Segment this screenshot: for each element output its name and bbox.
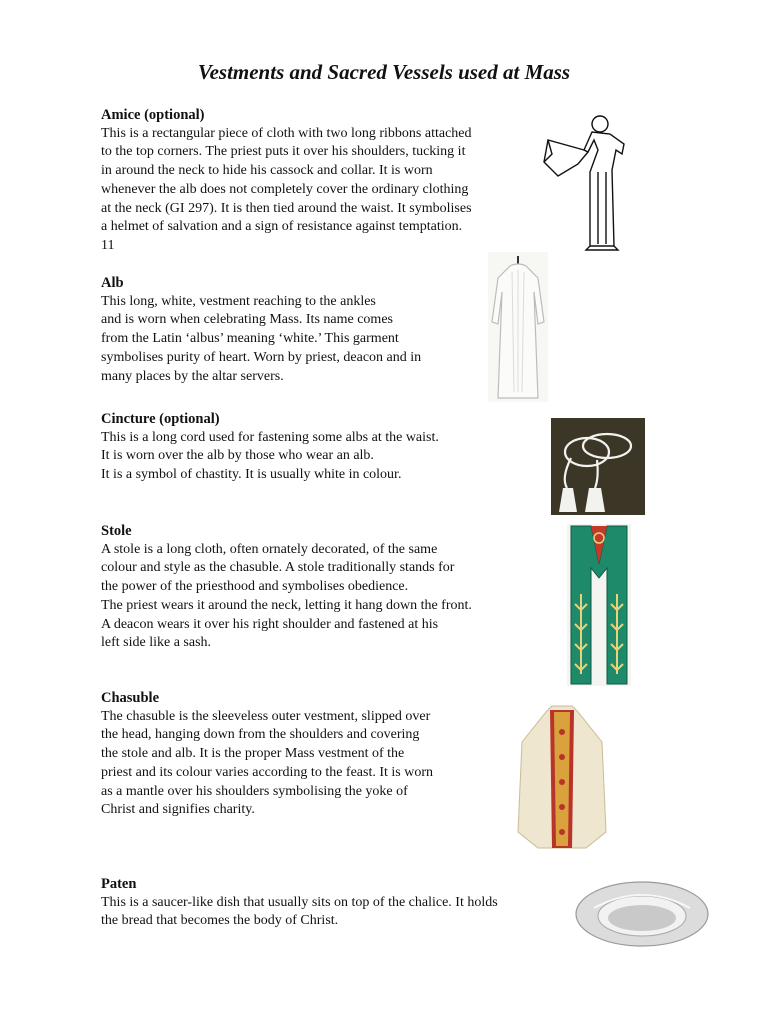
section-amice <box>101 106 472 256</box>
text-line: the bread that becomes the body of Christ. <box>101 913 339 929</box>
text-line: priest and its colour varies according to the feast. It is worn <box>101 764 434 780</box>
text-line: A stole is a long cloth, often ornately decorated, of the same <box>101 541 438 557</box>
text-line: the head, hanging down from the shoulders and covering <box>101 727 420 743</box>
section-paten <box>101 875 498 931</box>
text-line: It is worn over the alb by those who wear an alb. <box>101 448 374 464</box>
section-heading: Cincture (optional) <box>101 411 220 427</box>
section-heading: Paten <box>101 876 137 892</box>
page-title: Vestments and Sacred Vessels used at Mass <box>197 60 571 84</box>
text-line: Christ and signifies charity. <box>101 802 255 818</box>
text-line: The chasuble is the sleeveless outer vestment, slipped over <box>101 708 431 724</box>
text-line: colour and style as the chasuble. A stole traditionally stands for <box>101 560 455 576</box>
text-line: This is a rectangular piece of cloth with two long ribbons attached <box>101 125 472 141</box>
text-line: The priest wears it around the neck, letting it hang down the front. <box>101 597 472 613</box>
text-line: It is a symbol of chastity. It is usually white in colour. <box>101 467 402 483</box>
text-line: left side like a sash. <box>101 635 212 651</box>
section-heading: Chasuble <box>101 690 160 706</box>
section-alb <box>101 274 421 386</box>
paten-illustration <box>574 878 710 950</box>
text-line: This long, white, vestment reaching to the ankles <box>101 293 376 309</box>
text-line: at the neck (GI 297). It is then tied around the waist. It symbolises <box>101 200 472 216</box>
section-chasuble <box>101 689 433 820</box>
text-line: in around the neck to hide his cassock and collar. It is worn <box>101 163 433 179</box>
cincture-illustration <box>551 418 645 515</box>
text-line: whenever the alb does not completely cover the ordinary clothing <box>101 181 469 197</box>
text-line: symbolises purity of heart. Worn by priest, deacon and in <box>101 349 422 365</box>
section-heading: Alb <box>101 275 124 291</box>
text-line: This is a long cord used for fastening some albs at the waist. <box>101 429 439 445</box>
stole-illustration <box>567 524 631 686</box>
text-line: the stole and alb. It is the proper Mass vestment of the <box>101 746 405 762</box>
text-line: This is a saucer-like dish that usually sits on top of the chalice. It holds <box>101 894 498 910</box>
text-line: from the Latin ‘albus’ meaning ‘white.’ This garment <box>101 331 399 347</box>
text-line: as a mantle over his shoulders symbolising the yoke of <box>101 783 408 799</box>
text-line: a helmet of salvation and a sign of resistance against temptation. <box>101 219 463 235</box>
alb-illustration <box>488 252 548 402</box>
text-line: to the top corners. The priest puts it over his shoulders, tucking it <box>101 144 466 160</box>
text-line: and is worn when celebrating Mass. Its name comes <box>101 312 393 328</box>
text-line: many places by the altar servers. <box>101 368 284 384</box>
section-cincture <box>101 410 439 485</box>
amice-illustration <box>538 110 638 252</box>
section-heading: Amice (optional) <box>101 107 205 123</box>
chasuble-illustration <box>516 702 608 852</box>
text-line: 11 <box>101 237 115 253</box>
section-heading: Stole <box>101 523 132 539</box>
section-stole <box>101 522 472 653</box>
text-line: the power of the priesthood and symbolises obedience. <box>101 579 409 595</box>
text-line: A deacon wears it over his right shoulder and fastened at his <box>101 616 439 632</box>
